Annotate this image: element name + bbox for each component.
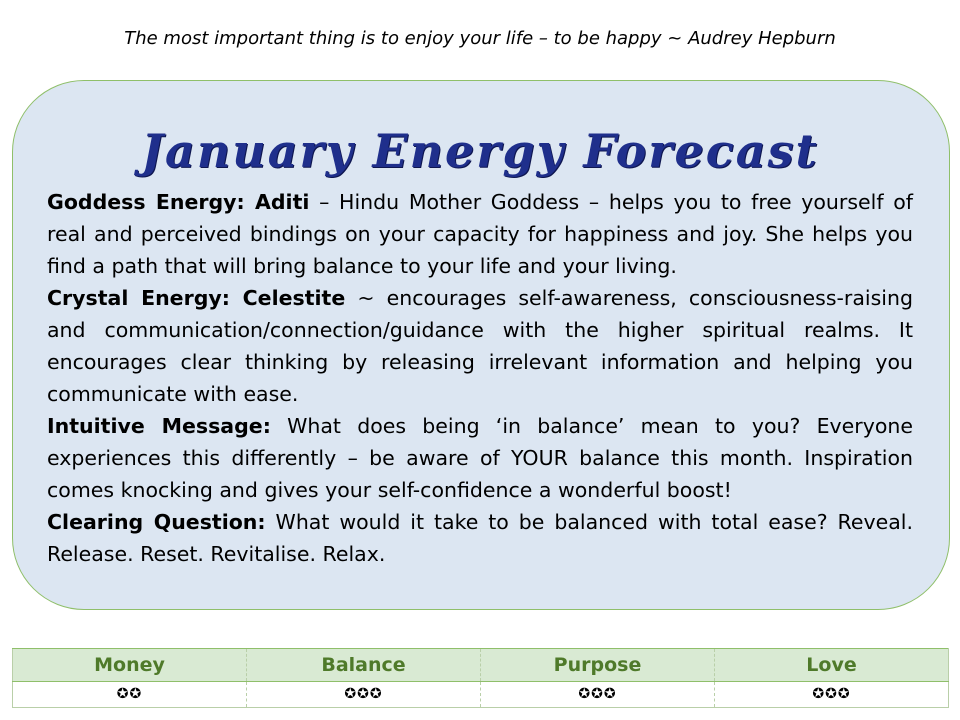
clearing-question-label: Clearing Question: — [47, 510, 266, 534]
rating-header-purpose: Purpose — [481, 649, 715, 682]
page-title: January Energy Forecast — [141, 124, 819, 178]
rating-stars-purpose: ✪✪✪ — [481, 681, 715, 707]
intuitive-message-label: Intuitive Message: — [47, 414, 271, 438]
goddess-energy-text: – Hindu Mother Goddess – helps you to free yourself of real and perceived bindings on your capacity for happiness and joy. She helps you find a path that will bring balance to your life and your living. — [47, 190, 913, 278]
rating-header-love: Love — [715, 649, 949, 682]
crystal-energy-text: ~ encourages self-awareness, consciousness-raising and communication/connection/guidance with the higher spiritual realms. It encourages clear thinking by releasing irrelevant information and helping you communicate with ease. — [47, 286, 913, 406]
rating-stars-money: ✪✪ — [13, 681, 247, 707]
ratings-header-row — [13, 649, 949, 682]
header-quote: The most important thing is to enjoy your life – to be happy ~ Audrey Hepburn — [124, 28, 836, 49]
ratings-table — [12, 648, 949, 708]
goddess-energy-label: Goddess Energy: Aditi — [47, 190, 310, 214]
rating-header-money: Money — [13, 649, 247, 682]
forecast-content — [47, 186, 913, 570]
rating-stars-love: ✪✪✪ — [715, 681, 949, 707]
rating-header-balance: Balance — [247, 649, 481, 682]
rating-stars-balance: ✪✪✪ — [247, 681, 481, 707]
intuitive-message-text: What does being ‘in balance’ mean to you? Everyone experiences this differently – be aware of YOUR balance this month. Inspiration comes knocking and gives your self-confidence a wonderful boost! — [47, 414, 913, 502]
crystal-energy-label: Crystal Energy: Celestite — [47, 286, 346, 310]
clearing-question-paragraph — [47, 506, 913, 570]
intuitive-message-paragraph — [47, 410, 913, 506]
crystal-energy-paragraph — [47, 282, 913, 410]
clearing-question-text: What would it take to be balanced with total ease? Reveal. Release. Reset. Revitalise. Relax. — [47, 510, 913, 566]
ratings-stars-row — [13, 681, 949, 707]
goddess-energy-paragraph — [47, 186, 913, 282]
